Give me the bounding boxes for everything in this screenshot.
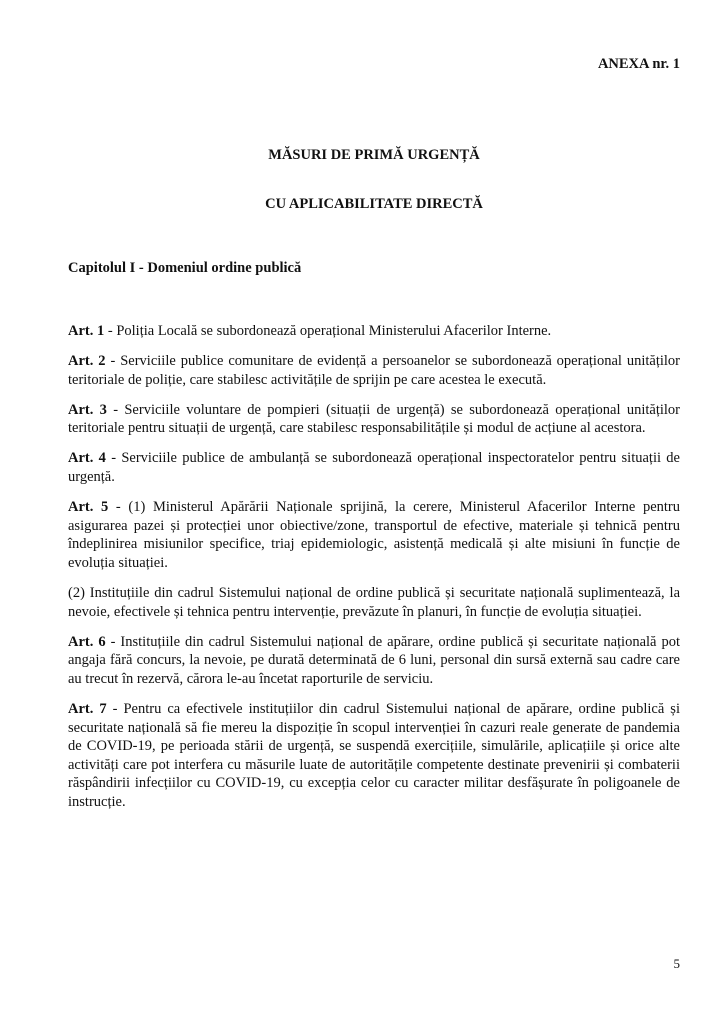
annex-label: ANEXA nr. 1 bbox=[597, 56, 680, 72]
article-text: - Serviciile publice de ambulanță se subordonează operațional inspectoratelor pentru situații de urgență. bbox=[68, 450, 680, 486]
articles-body bbox=[68, 322, 680, 823]
article-number: Art. 4 bbox=[68, 450, 106, 467]
article-2 bbox=[68, 352, 680, 389]
article-text: - Pentru ca efectivele instituțiilor din cadrul Sistemului național de apărare, ordine publică și securitate națională să fie mereu la dispoziție în scopul intervenției în cazuri reale generate de pandemia de COVID-19, pe perioada stării de urgență, se suspendă exercițiile, simulările, aplicațiile și orice alte activități care pot interfera cu măsurile luate de autoritățile competente destinate prevenirii și combaterii răspândirii infecțiilor cu COVID-19, cu excepția celor cu caracter militar desfășurate în poligoanele de instrucție. bbox=[68, 701, 680, 810]
article-1 bbox=[68, 322, 680, 341]
article-text: - Serviciile publice comunitare de evidență a persoanelor se subordonează operațional unităților teritoriale de poliție, care stabilesc activitățile de sprijin pe care acestea le execută. bbox=[68, 353, 680, 388]
article-4 bbox=[68, 449, 680, 486]
article-text: - Poliția Locală se subordonează operațional Ministerului Afacerilor Interne. bbox=[104, 323, 552, 339]
article-number: Art. 7 bbox=[68, 701, 107, 717]
page-number: 5 bbox=[673, 956, 680, 971]
article-5 bbox=[68, 498, 680, 572]
document-title bbox=[0, 145, 724, 215]
chapter-heading: Capitolul I - Domeniul ordine publică bbox=[68, 260, 302, 276]
article-number: Art. 3 bbox=[68, 401, 107, 418]
article-text: (2) Instituțiile din cadrul Sistemului național de ordine publică și securitate națională suplimentează, la nevoie, efectivele și tehnica pentru intervenție, prevăzute în planuri, în funcție de evoluția situației. bbox=[68, 585, 680, 620]
title-line-1: MĂSURI DE PRIMĂ URGENȚĂ bbox=[268, 147, 480, 163]
article-7 bbox=[68, 700, 680, 812]
title-line-2: CU APLICABILITATE DIRECTĂ bbox=[265, 196, 483, 212]
article-text: - Serviciile voluntare de pompieri (situații de urgență) se subordonează operațional unităților teritoriale pentru situații de urgență, care stabilesc responsabilitățile și modul de acțiune al acestora. bbox=[68, 401, 680, 437]
article-text: - (1) Ministerul Apărării Naționale sprijină, la cerere, Ministerul Afacerilor Interne pentru asigurarea pazei și protecției unor obiective/zone, transportul de efective, materiale și tehnică pentru îndeplinirea misiunilor specifice, triaj epidemiologic, asistență medicală și alte misiuni în funcție de evoluția situației. bbox=[68, 499, 680, 571]
article-number: Art. 2 bbox=[68, 353, 106, 370]
article-3 bbox=[68, 401, 680, 438]
article-number: Art. 5 bbox=[68, 499, 109, 516]
article-6 bbox=[68, 633, 680, 689]
article-number: Art. 6 bbox=[68, 633, 106, 650]
article-number: Art. 1 bbox=[68, 323, 105, 339]
article-text: - Instituțiile din cadrul Sistemului național de apărare, ordine publică și securitate națională pot angaja fără concurs, la nevoie, pe durată determinată de 6 luni, personal din sursă externă sau cadre care au trecut în rezervă, cărora le-au încetat raporturile de serviciu. bbox=[68, 633, 680, 687]
article-5-paragraph-2 bbox=[68, 584, 680, 621]
